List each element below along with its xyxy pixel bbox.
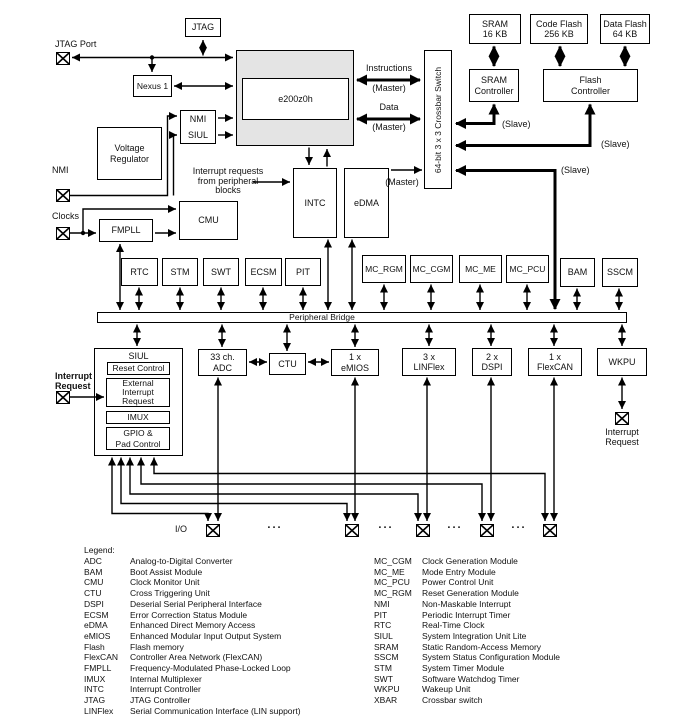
legend-definition: Frequency-Modulated Phase-Locked Loop [130, 663, 291, 674]
io-ellipsis: ... [378, 519, 394, 531]
x-glyph [616, 413, 628, 424]
nmi-pin-label: NMI [52, 165, 69, 175]
legend-row [84, 684, 369, 695]
legend-abbr: CMU [84, 577, 104, 588]
legend-abbr: FlexCAN [84, 652, 119, 663]
siul-title: SIUL [128, 351, 149, 361]
legend-abbr: DSPI [84, 598, 104, 609]
legend-title: Legend: [84, 545, 115, 555]
bridge-slave-label: (Slave) [561, 165, 590, 175]
legend-row [374, 620, 674, 631]
legend-row [84, 588, 369, 599]
io-pad-3 [416, 524, 430, 537]
legend-abbr: WKPU [374, 684, 400, 695]
x-glyph [57, 228, 69, 239]
legend-abbr: MC_ME [374, 566, 405, 577]
legend-abbr: INTC [84, 684, 104, 695]
legend-abbr: XBAR [374, 695, 398, 706]
legend-definition: System Integration Unit Lite [422, 630, 527, 641]
block-peripheral-bridge: Peripheral Bridge [97, 312, 627, 323]
legend-definition: Mode Entry Module [422, 566, 496, 577]
legend-row [374, 599, 674, 610]
legend-abbr: PIT [374, 609, 388, 620]
legend-abbr: ECSM [84, 609, 109, 620]
legend-definition: Serial Communication Interface (LIN support) [130, 705, 301, 716]
block-nmi-siul [180, 110, 216, 144]
io-pad-5 [543, 524, 557, 537]
legend-row [84, 610, 369, 621]
interrupt-request-pad [56, 391, 70, 404]
x-glyph [481, 525, 493, 536]
edma-master-label: (Master) [385, 177, 419, 187]
legend-row [84, 695, 369, 706]
legend-row [374, 577, 674, 588]
legend-definition: Static Random-Access Memory [422, 641, 542, 652]
wkpu-interrupt-request-label: Interrupt Request [605, 427, 639, 447]
nmi-pad [56, 189, 70, 202]
x-glyph [346, 525, 358, 536]
instructions-label: Instructions [365, 63, 413, 73]
legend-row [374, 695, 674, 706]
clocks-pad [56, 227, 70, 240]
wkpu-interrupt-pad [615, 412, 629, 425]
data-master-label: (Master) [372, 122, 406, 132]
legend-definition: Error Correction Status Module [130, 609, 248, 620]
legend-row [84, 663, 369, 674]
legend-abbr: MC_RGM [374, 588, 412, 599]
legend-col-right [374, 556, 674, 706]
legend-definition: Enhanced Direct Memory Access [130, 620, 256, 631]
legend-definition: Boot Assist Module [130, 566, 203, 577]
legend-definition: Controller Area Network (FlexCAN) [130, 652, 263, 663]
legend-definition: Deserial Serial Peripheral Interface [130, 598, 262, 609]
block-imux: IMUX [106, 411, 170, 424]
x-glyph [57, 392, 69, 403]
legend-abbr: BAM [84, 566, 103, 577]
io-pad-2 [345, 524, 359, 537]
block-linflex: 3 x LINFlex [402, 348, 456, 376]
legend-definition: Interrupt Controller [130, 684, 201, 695]
block-wkpu: WKPU [597, 348, 647, 376]
legend-abbr: SSCM [374, 652, 399, 663]
clocks-pin-label: Clocks [52, 211, 80, 221]
legend-row [84, 674, 369, 685]
block-mc-pcu: MC_PCU [506, 255, 549, 283]
legend-col-left [84, 556, 369, 717]
legend-abbr: RTC [374, 620, 392, 631]
io-ellipsis: ... [511, 519, 527, 531]
block-stm: STM [162, 258, 198, 286]
legend-row [84, 577, 369, 588]
block-mc-me: MC_ME [459, 255, 502, 283]
legend-definition: Software Watchdog Timer [422, 673, 520, 684]
block-sram-controller: SRAM Controller [469, 69, 519, 102]
interrupt-request-left-label: Interrupt Request [55, 371, 92, 391]
legend-row [84, 706, 369, 717]
legend-definition: Crossbar switch [422, 695, 483, 706]
legend-row [374, 674, 674, 685]
block-code-flash: Code Flash 256 KB [530, 14, 588, 44]
legend-definition: Cross Triggering Unit [130, 588, 210, 599]
block-ecsm: ECSM [245, 258, 282, 286]
legend-definition: Analog-to-Digital Converter [130, 556, 233, 566]
instructions-master-label: (Master) [372, 83, 406, 93]
legend-definition: Clock Generation Module [422, 556, 518, 566]
block-flash-controller: Flash Controller [543, 69, 638, 102]
legend-abbr: FMPLL [84, 663, 112, 674]
x-glyph [207, 525, 219, 536]
legend-row [374, 684, 674, 695]
legend-definition: Power Control Unit [422, 577, 494, 588]
legend-definition: Enhanced Modular Input Output System [130, 630, 282, 641]
io-pad-4 [480, 524, 494, 537]
legend-abbr: MC_CGM [374, 556, 412, 566]
block-dspi: 2 x DSPI [472, 348, 512, 376]
legend-definition: Flash memory [130, 641, 184, 652]
jtag-port-label: JTAG Port [55, 39, 97, 49]
nmi-input-label: NMI [189, 113, 207, 124]
legend-definition: Real-Time Clock [422, 620, 485, 631]
block-pit: PIT [285, 258, 321, 286]
block-data-flash: Data Flash 64 KB [600, 14, 650, 44]
block-rtc: RTC [121, 258, 158, 286]
siul-input-label: SIUL [187, 129, 208, 140]
block-edma: eDMA [344, 168, 389, 238]
block-fmpll: FMPLL [99, 219, 153, 242]
sram-slave-label: (Slave) [502, 119, 531, 129]
io-ellipsis: ... [447, 519, 463, 531]
block-external-irq: External Interrupt Request [106, 378, 170, 407]
legend-row [374, 610, 674, 621]
legend-row [374, 588, 674, 599]
block-jtag: JTAG [185, 18, 221, 37]
legend-row [84, 556, 369, 567]
legend-row [84, 631, 369, 642]
legend-abbr: SIUL [374, 630, 393, 641]
flash-slave-label: (Slave) [601, 139, 630, 149]
irq-from-peripherals-text: Interrupt requests from peripheral blocks [192, 166, 264, 195]
legend-definition: Periodic Interrupt Timer [422, 609, 511, 620]
block-reset-control: Reset Control [107, 362, 170, 375]
block-bam: BAM [560, 258, 595, 287]
legend-row [374, 567, 674, 578]
block-nexus: Nexus 1 [133, 75, 172, 97]
legend-definition: Reset Generation Module [422, 588, 519, 599]
legend-abbr: Flash [84, 641, 105, 652]
legend-row [374, 556, 674, 567]
block-crossbar: 64-bit 3 x 3 Crossbar Switch [424, 50, 452, 189]
x-glyph [57, 53, 69, 64]
block-intc: INTC [293, 168, 337, 238]
block-emios: 1 x eMIOS [331, 349, 379, 376]
legend-definition: System Status Configuration Module [422, 652, 560, 663]
block-sscm: SSCM [602, 258, 638, 287]
io-ellipsis: ... [267, 519, 283, 531]
legend-row [374, 642, 674, 653]
block-ctu: CTU [269, 353, 306, 375]
block-adc: 33 ch. ADC [198, 349, 247, 376]
block-flexcan: 1 x FlexCAN [528, 348, 582, 376]
block-mc-cgm: MC_CGM [410, 255, 453, 283]
legend-definition: Clock Monitor Unit [130, 577, 200, 588]
legend-abbr: NMI [374, 598, 390, 609]
legend-row [84, 599, 369, 610]
block-core: e200z0h [242, 78, 349, 120]
legend-abbr: ADC [84, 556, 102, 566]
legend-definition: Internal Multiplexer [130, 673, 202, 684]
x-glyph [417, 525, 429, 536]
legend-abbr: MC_PCU [374, 577, 410, 588]
legend-abbr: JTAG [84, 695, 106, 706]
block-swt: SWT [203, 258, 239, 286]
legend-row [84, 652, 369, 663]
legend-row [374, 652, 674, 663]
legend-row [84, 567, 369, 578]
legend-abbr: SRAM [374, 641, 399, 652]
legend-abbr: eDMA [84, 620, 108, 631]
legend-row [84, 642, 369, 653]
x-glyph [57, 190, 69, 201]
block-mc-rgm: MC_RGM [362, 255, 406, 283]
data-label: Data [379, 102, 399, 112]
legend-abbr: SWT [374, 673, 393, 684]
legend-definition: Wakeup Unit [422, 684, 471, 695]
block-sram-mem: SRAM 16 KB [469, 14, 521, 44]
legend-row [374, 663, 674, 674]
legend-row [374, 631, 674, 642]
legend-abbr: IMUX [84, 673, 106, 684]
legend-definition: Non-Maskable Interrupt [422, 598, 511, 609]
legend-abbr: CTU [84, 588, 102, 599]
io-pad-1 [206, 524, 220, 537]
block-gpio-pad-control: GPIO & Pad Control [106, 427, 170, 450]
x-glyph [544, 525, 556, 536]
jtag-port-pad [56, 52, 70, 65]
block-voltage-regulator: Voltage Regulator [97, 127, 162, 180]
io-label: I/O [175, 524, 188, 534]
legend-definition: JTAG Controller [130, 695, 191, 706]
legend-abbr: eMIOS [84, 630, 111, 641]
legend-row [84, 620, 369, 631]
legend-abbr: LINFlex [84, 705, 114, 716]
legend-abbr: STM [374, 663, 392, 674]
block-cmu: CMU [179, 201, 238, 240]
legend-definition: System Timer Module [422, 663, 505, 674]
